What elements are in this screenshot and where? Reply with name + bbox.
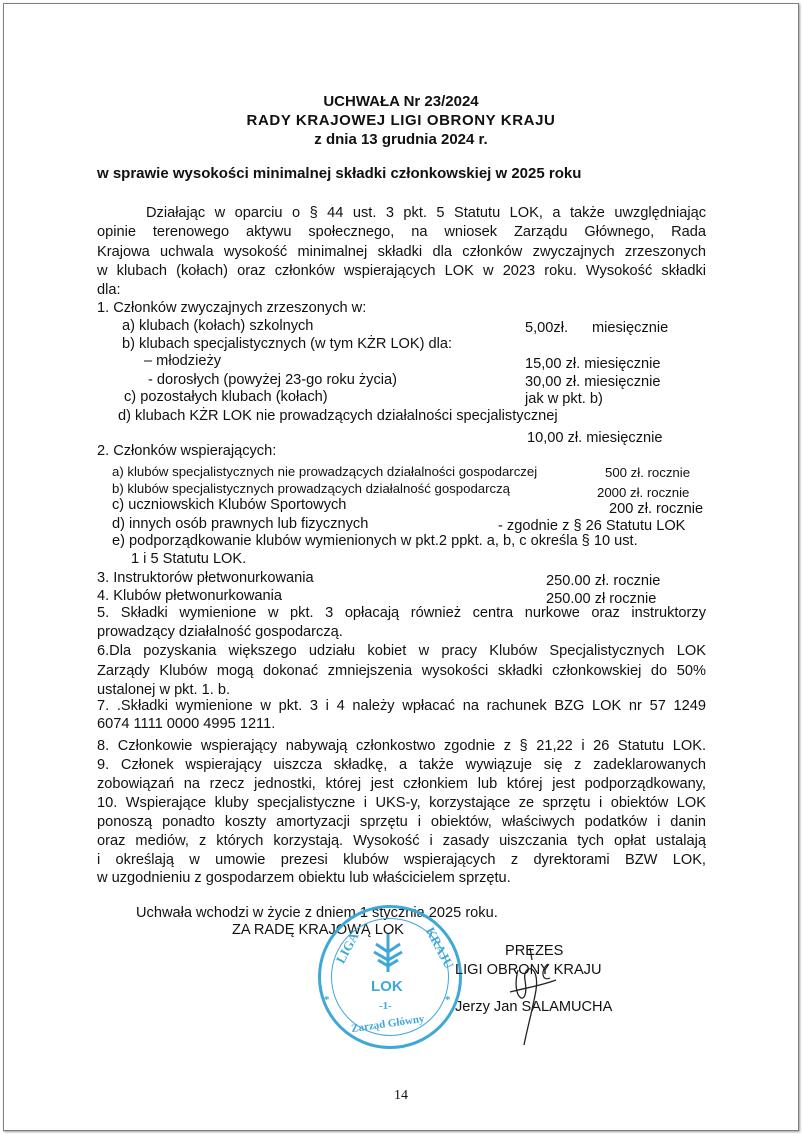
- intro-line: opinie terenowego aktywu społecznego, na wniosek Zarządu Głównego, Rada: [97, 224, 706, 240]
- section-1-c: c) pozostałych klubach (kołach): [124, 389, 328, 405]
- section-3-label: 3. Instruktorów płetwonurkowania: [97, 570, 314, 586]
- resolution-date: z dnia 13 grudnia 2024 r.: [314, 131, 488, 148]
- resolution-subject: w sprawie wysokości minimalnej składki członkowskiej w 2025 roku: [97, 165, 582, 182]
- section-5-line: prowadzący działalność gospodarczą.: [97, 624, 343, 640]
- section-6-line: 6.Dla pozyskania większego udziału kobiet w pracy Klubów Specjalistycznych LOK: [97, 643, 706, 659]
- section-10-line: oraz mediów, z których korzystają. Wysokość i zasady uiszczania tych opłat ustalają: [97, 833, 706, 849]
- intro-line: dla:: [97, 282, 121, 298]
- president-title: PREZES: [505, 943, 564, 959]
- page-number: 14: [394, 1088, 408, 1103]
- section-4-value: 250.00 zł rocznie: [546, 591, 657, 607]
- section-1-a: a) klubach (kołach) szkolnych: [122, 318, 314, 334]
- president-organization: LIGI OBRONY KRAJU: [455, 962, 602, 978]
- section-2-e: 1 i 5 Statutu LOK.: [131, 551, 247, 567]
- section-2-c: c) uczniowskich Klubów Sportowych: [112, 497, 347, 513]
- section-1-b2-value: 30,00 zł. miesięcznie: [525, 374, 661, 390]
- section-1-title: 1. Członków zwyczajnych zrzeszonych w:: [97, 300, 367, 316]
- section-7-line: 7. .Składki wymienione w pkt. 3 i 4 należy wpłacać na rachunek BZG LOK nr 57 1249: [97, 698, 706, 714]
- section-1-a-period: miesięcznie: [592, 320, 669, 336]
- stamp-star-right: *: [445, 994, 451, 1006]
- section-1-b2: - dorosłych (powyżej 23-go roku życia): [148, 372, 397, 388]
- stamp-logo-text: LOK: [371, 978, 403, 995]
- intro-line: Krajowa uchwala wysokość minimalnej składki dla członków zwyczajnych zrzeszonych: [97, 244, 706, 260]
- section-10-line: ponoszą ponadto koszty amortyzacji sprzętu i obiektów, właściwych podatków i danin: [97, 814, 706, 830]
- section-1-d-value: 10,00 zł. miesięcznie: [527, 430, 663, 446]
- section-9-line: 9. Członek wspierający uiszcza składkę, a także wywiązuje się z zadeklarowanych: [97, 757, 706, 773]
- section-10-line: w uzgodnieniu z gospodarzem obiektu lub właścicielem sprzętu.: [97, 870, 511, 886]
- council-name: RADY KRAJOWEJ LIGI OBRONY KRAJU: [246, 112, 556, 129]
- stamp-text-liga: LIGA: [332, 929, 362, 966]
- section-1-a-value: 5,00zł.: [525, 320, 568, 336]
- section-2-b-value: 2000 zł. rocznie: [597, 485, 690, 500]
- section-2-title: 2. Członków wspierających:: [97, 443, 277, 459]
- section-9-line: zobowiązań na rzecz jednostki, której jest członkiem lub której jest podporządkowany,: [97, 776, 706, 792]
- official-stamp: [318, 905, 462, 1049]
- section-2-b: b) klubów specjalistycznych prowadzących działalność gospodarczą: [112, 481, 511, 496]
- for-council: ZA RADĘ KRAJOWĄ LOK: [232, 922, 404, 938]
- stamp-text-bottom: Zarząd Główny: [350, 1012, 426, 1036]
- section-10-line: i określają w umowie prezesi klubów wspierających z dyrektorami BZW LOK,: [97, 852, 706, 868]
- intro-line: w klubach (kołach) oraz członków wspierających LOK w 2023 roku. Wysokość składki: [97, 263, 706, 279]
- section-2-e: e) podporządkowanie klubów wymienionych w pkt.2 ppkt. a, b, c określa § 10 ust.: [112, 533, 638, 549]
- stamp-text-kraju: KRAJU: [422, 924, 457, 972]
- stamp-star-left: *: [324, 994, 330, 1006]
- section-2-c-value: 200 zł. rocznie: [609, 501, 704, 517]
- section-7-line: 6074 1111 0000 4995 1211.: [97, 716, 276, 732]
- section-2-a: a) klubów specjalistycznych nie prowadzących działalności gospodarczej: [112, 464, 538, 479]
- signature: [470, 940, 580, 1050]
- president-name: Jerzy Jan SALAMUCHA: [455, 999, 613, 1015]
- section-2-a-value: 500 zł. rocznie: [605, 465, 691, 480]
- stamp-number: -1-: [379, 1000, 392, 1012]
- section-1-b: b) klubach specjalistycznych (w tym KŻR LOK) dla:: [122, 336, 453, 352]
- intro-line: Działając w oparciu o § 44 ust. 3 pkt. 5 Statutu LOK, a także uwzględniając: [146, 205, 706, 221]
- section-4-label: 4. Klubów płetwonurkowania: [97, 588, 282, 604]
- section-2-d: d) innych osób prawnych lub fizycznych: [112, 516, 369, 532]
- section-1-c-value: jak w pkt. b): [525, 391, 603, 407]
- resolution-number: UCHWAŁA Nr 23/2024: [323, 93, 479, 110]
- section-2-d-value: - zgodnie z § 26 Statutu LOK: [498, 518, 686, 534]
- section-10-line: 10. Wspierające kluby specjalistyczne i UKS-y, korzystające ze sprzętu i obiektów LOK: [97, 795, 706, 811]
- effective-date: Uchwała wchodzi w życie z dniem 1 stycznia 2025 roku.: [136, 905, 498, 921]
- section-1-b1-value: 15,00 zł. miesięcznie: [525, 356, 661, 372]
- section-1-b1: – młodzieży: [144, 353, 222, 369]
- lok-emblem-icon: [370, 932, 406, 974]
- section-1-d: d) klubach KŻR LOK nie prowadzących działalności specjalistycznej: [118, 408, 558, 424]
- section-5-line: 5. Składki wymienione w pkt. 3 opłacają również centra nurkowe oraz instruktorzy: [97, 605, 706, 621]
- section-6-line: Zarządy Klubów mogą dokonać zmniejszenia wysokości składki członkowskiej do 50%: [97, 663, 706, 679]
- section-6-line: ustalonej w pkt. 1. b.: [97, 682, 231, 698]
- section-8: 8. Członkowie wspierający nabywają członkostwo zgodnie z § 21,22 i 26 Statutu LOK.: [97, 738, 706, 754]
- section-3-value: 250.00 zł. rocznie: [546, 573, 661, 589]
